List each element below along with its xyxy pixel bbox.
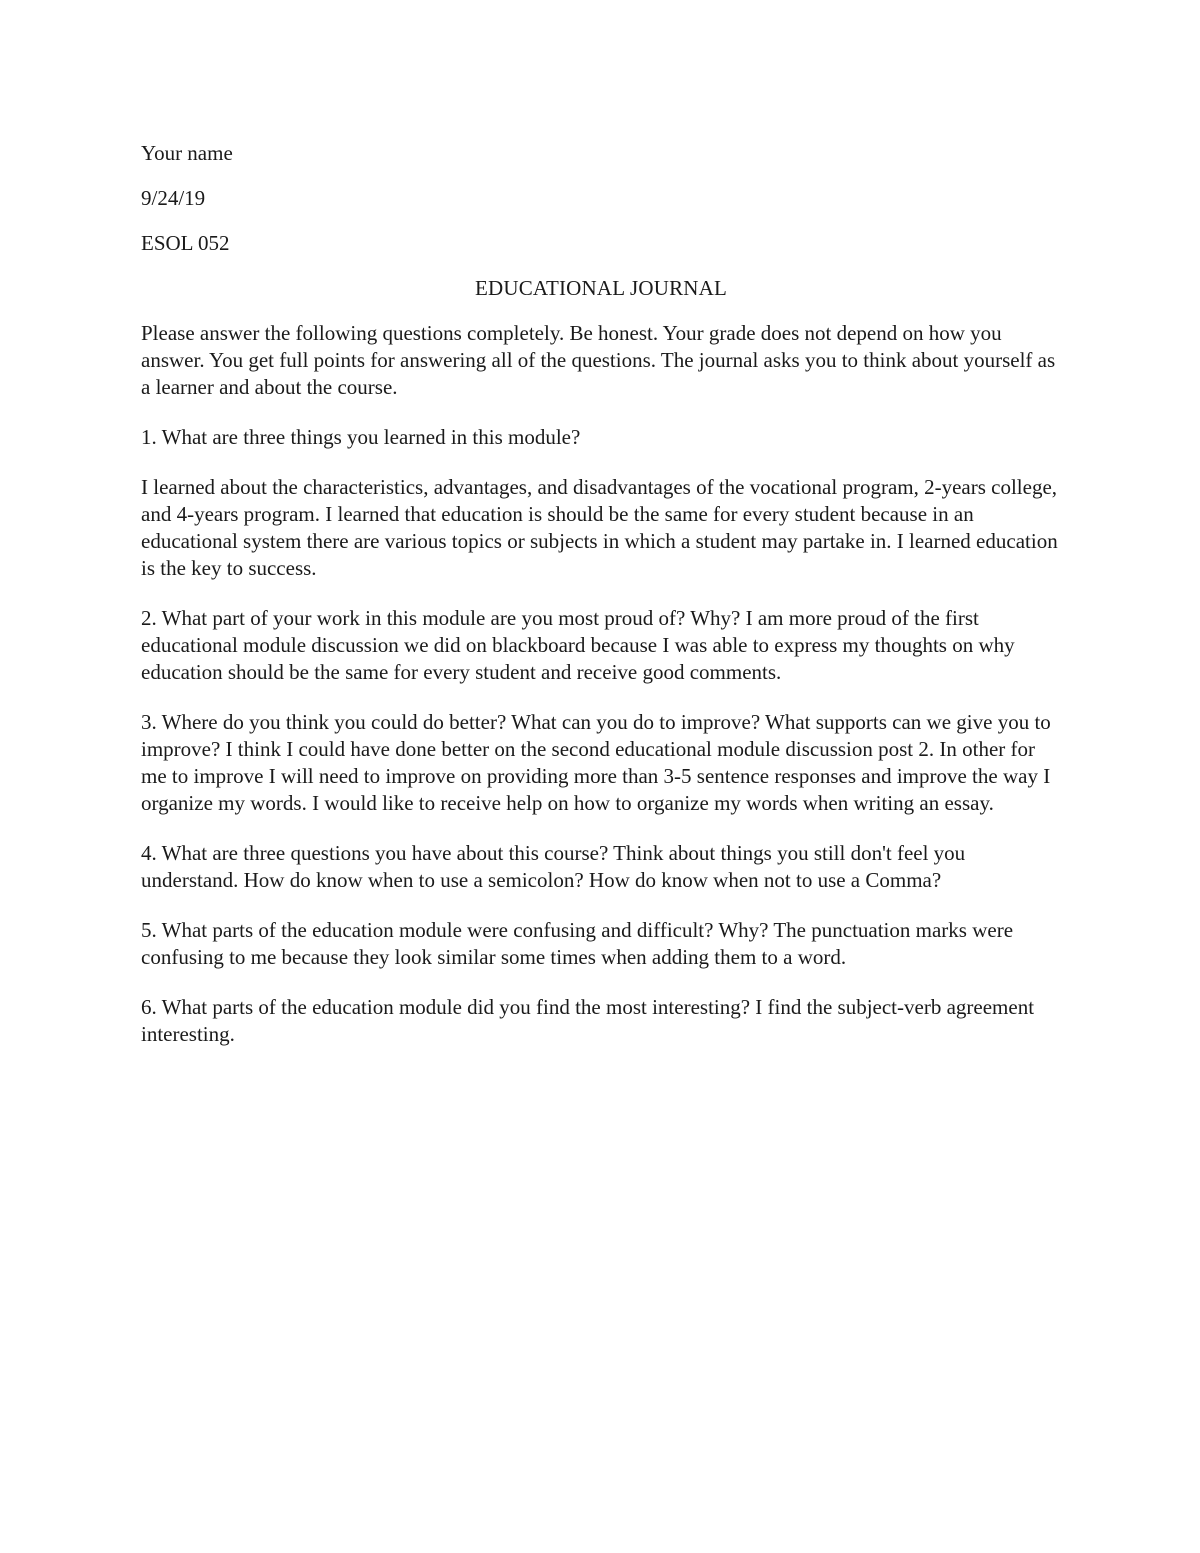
document-date: 9/24/19 xyxy=(141,186,206,210)
question-4: 4. What are three questions you have about this course? Think about things you still don't feel you understand. How do know when to use a semicolon? How do know when not to use a Comma? xyxy=(141,841,966,892)
course-code: ESOL 052 xyxy=(141,231,230,255)
document-body xyxy=(141,140,1061,1071)
question-5: 5. What parts of the education module were confusing and difficult? Why? The punctuation marks were confusing to me because they look similar some times when adding them to a word. xyxy=(141,918,1014,969)
intro-paragraph: Please answer the following questions completely. Be honest. Your grade does not depend on how you answer. You get full points for answering all of the questions. The journal asks you to think about yourself as a learner and about the course. xyxy=(141,321,1056,399)
student-name: Your name xyxy=(141,141,233,165)
answer-1: I learned about the characteristics, advantages, and disadvantages of the vocational program, 2-years college, and 4-years program. I learned that education is should be the same for every student because in an educational system there are various topics or subjects in which a student may partake in. I learned education is the key to success. xyxy=(141,475,1058,580)
question-6: 6. What parts of the education module did you find the most interesting? I find the subject-verb agreement interesting. xyxy=(141,995,1035,1046)
document-title: EDUCATIONAL JOURNAL xyxy=(474,276,728,300)
question-3: 3. Where do you think you could do better? What can you do to improve? What supports can we give you to improve? I think I could have done better on the second educational module discussion post 2. In other for me to improve I will need to improve on providing more than 3-5 sentence responses and improve the way I organize my words. I would like to receive help on how to organize my words when writing an essay. xyxy=(141,710,1051,815)
question-1: 1. What are three things you learned in this module? xyxy=(141,425,581,449)
question-2: 2. What part of your work in this module are you most proud of? Why? I am more proud of the first educational module discussion we did on blackboard because I was able to express my thoughts on why education should be the same for every student and receive good comments. xyxy=(141,606,1015,684)
